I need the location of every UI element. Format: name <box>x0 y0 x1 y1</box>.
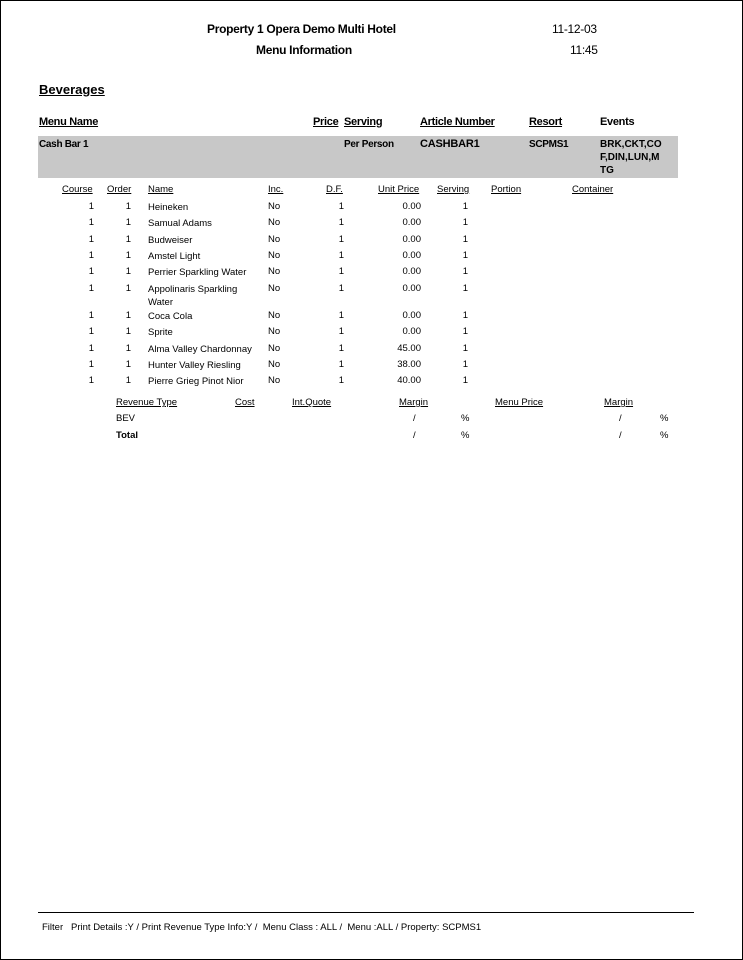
item-order: 1 <box>125 250 131 261</box>
footer-divider <box>38 912 694 913</box>
revenue-type-bev: BEV <box>116 413 136 424</box>
item-order: 1 <box>125 326 131 337</box>
col-margin-2: Margin <box>604 397 634 408</box>
col-margin: Margin <box>399 397 429 408</box>
item-course: 1 <box>88 343 94 354</box>
col-portion: Portion <box>491 184 522 195</box>
item-serving: 1 <box>462 359 468 370</box>
item-df: 1 <box>338 375 344 386</box>
item-df: 1 <box>338 283 344 294</box>
item-inc: No <box>268 326 281 337</box>
item-serving: 1 <box>462 266 468 277</box>
col-price: Price <box>313 116 339 128</box>
col-name: Name <box>148 184 174 195</box>
item-course: 1 <box>88 234 94 245</box>
item-serving: 1 <box>462 234 468 245</box>
item-df: 1 <box>338 201 344 212</box>
item-inc: No <box>268 343 281 354</box>
item-serving: 1 <box>462 343 468 354</box>
item-order: 1 <box>125 201 131 212</box>
item-inc: No <box>268 310 281 321</box>
item-course: 1 <box>88 375 94 386</box>
item-course: 1 <box>88 266 94 277</box>
report-subtitle: Menu Information <box>256 43 352 57</box>
col-course: Course <box>62 184 93 195</box>
item-serving: 1 <box>462 217 468 228</box>
item-unit-price: 38.00 <box>397 359 421 370</box>
item-inc: No <box>268 283 281 294</box>
revenue-total-slash-1: / <box>413 430 416 441</box>
item-name: Sprite <box>148 327 173 338</box>
item-order: 1 <box>125 217 131 228</box>
item-name: Perrier Sparkling Water <box>148 267 247 278</box>
item-inc: No <box>268 234 281 245</box>
revenue-bev-slash-1: / <box>413 413 416 424</box>
col-container: Container <box>572 184 614 195</box>
item-df: 1 <box>338 326 344 337</box>
item-unit-price: 45.00 <box>397 343 421 354</box>
item-name: Hunter Valley Riesling <box>148 360 241 371</box>
item-inc: No <box>268 359 281 370</box>
item-order: 1 <box>125 234 131 245</box>
item-df: 1 <box>338 310 344 321</box>
item-name: Pierre Grieg Pinot Nior <box>148 376 244 387</box>
item-course: 1 <box>88 201 94 212</box>
item-order: 1 <box>125 310 131 321</box>
col-serving: Serving <box>344 116 383 128</box>
item-df: 1 <box>338 217 344 228</box>
item-order: 1 <box>125 266 131 277</box>
menu-resort: SCPMS1 <box>529 139 569 150</box>
item-inc: No <box>268 266 281 277</box>
item-unit-price: 0.00 <box>402 283 421 294</box>
item-df: 1 <box>338 343 344 354</box>
item-name: Amstel Light <box>148 251 201 262</box>
item-unit-price: 0.00 <box>402 326 421 337</box>
item-name: Appolinaris Sparkling Water <box>148 284 238 308</box>
item-unit-price: 0.00 <box>402 234 421 245</box>
item-order: 1 <box>125 343 131 354</box>
col-article-number: Article Number <box>420 116 495 128</box>
report-time: 11:45 <box>570 43 598 57</box>
item-name: Budweiser <box>148 235 193 246</box>
item-course: 1 <box>88 359 94 370</box>
revenue-total-slash-2: / <box>619 430 622 441</box>
item-name: Heineken <box>148 202 189 213</box>
col-menu-price: Menu Price <box>495 397 544 408</box>
item-serving: 1 <box>462 283 468 294</box>
footer-filter-text: Filter Print Details :Y / Print Revenue Type Info:Y / Menu Class : ALL / Menu :ALL / Property: SCPMS1 <box>42 922 482 933</box>
revenue-total-pct-1: % <box>461 430 470 441</box>
item-order: 1 <box>125 359 131 370</box>
item-inc: No <box>268 250 281 261</box>
col-events: Events <box>600 116 635 128</box>
item-name: Samual Adams <box>148 218 212 229</box>
item-inc: No <box>268 217 281 228</box>
item-unit-price: 0.00 <box>402 201 421 212</box>
revenue-bev-pct-2: % <box>660 413 669 424</box>
item-course: 1 <box>88 283 94 294</box>
report-date: 11-12-03 <box>552 22 597 36</box>
item-serving: 1 <box>462 310 468 321</box>
item-df: 1 <box>338 234 344 245</box>
item-course: 1 <box>88 310 94 321</box>
item-inc: No <box>268 375 281 386</box>
revenue-total-pct-2: % <box>660 430 669 441</box>
report-title: Property 1 Opera Demo Multi Hotel <box>207 22 396 36</box>
item-name: Alma Valley Chardonnay <box>148 344 252 355</box>
item-course: 1 <box>88 326 94 337</box>
col-resort: Resort <box>529 116 563 128</box>
menu-serving: Per Person <box>344 139 394 150</box>
item-serving: 1 <box>462 250 468 261</box>
item-serving: 1 <box>462 201 468 212</box>
revenue-bev-pct-1: % <box>461 413 470 424</box>
menu-name: Cash Bar 1 <box>39 139 89 150</box>
item-unit-price: 0.00 <box>402 310 421 321</box>
item-unit-price: 40.00 <box>397 375 421 386</box>
section-title: Beverages <box>39 82 105 97</box>
revenue-type-total: Total <box>116 430 138 441</box>
col-cost: Cost <box>235 397 255 408</box>
col-unit-price: Unit Price <box>378 184 420 195</box>
col-int-quote: Int.Quote <box>292 397 332 408</box>
menu-events: BRK,CKT,COF,DIN,LUN,MTG <box>600 139 662 176</box>
item-course: 1 <box>88 217 94 228</box>
menu-article-number: CASHBAR1 <box>420 138 480 150</box>
col-item-serving: Serving <box>437 184 470 195</box>
item-name: Coca Cola <box>148 311 193 322</box>
item-order: 1 <box>125 283 131 294</box>
item-df: 1 <box>338 266 344 277</box>
col-df: D.F. <box>326 184 343 195</box>
col-order: Order <box>107 184 132 195</box>
col-revenue-type: Revenue Type <box>116 397 178 408</box>
item-order: 1 <box>125 375 131 386</box>
item-unit-price: 0.00 <box>402 266 421 277</box>
item-df: 1 <box>338 359 344 370</box>
item-serving: 1 <box>462 326 468 337</box>
item-unit-price: 0.00 <box>402 250 421 261</box>
revenue-bev-slash-2: / <box>619 413 622 424</box>
item-serving: 1 <box>462 375 468 386</box>
col-menu-name: Menu Name <box>39 116 99 128</box>
item-course: 1 <box>88 250 94 261</box>
col-inc: Inc. <box>268 184 284 195</box>
item-df: 1 <box>338 250 344 261</box>
item-inc: No <box>268 201 281 212</box>
item-unit-price: 0.00 <box>402 217 421 228</box>
